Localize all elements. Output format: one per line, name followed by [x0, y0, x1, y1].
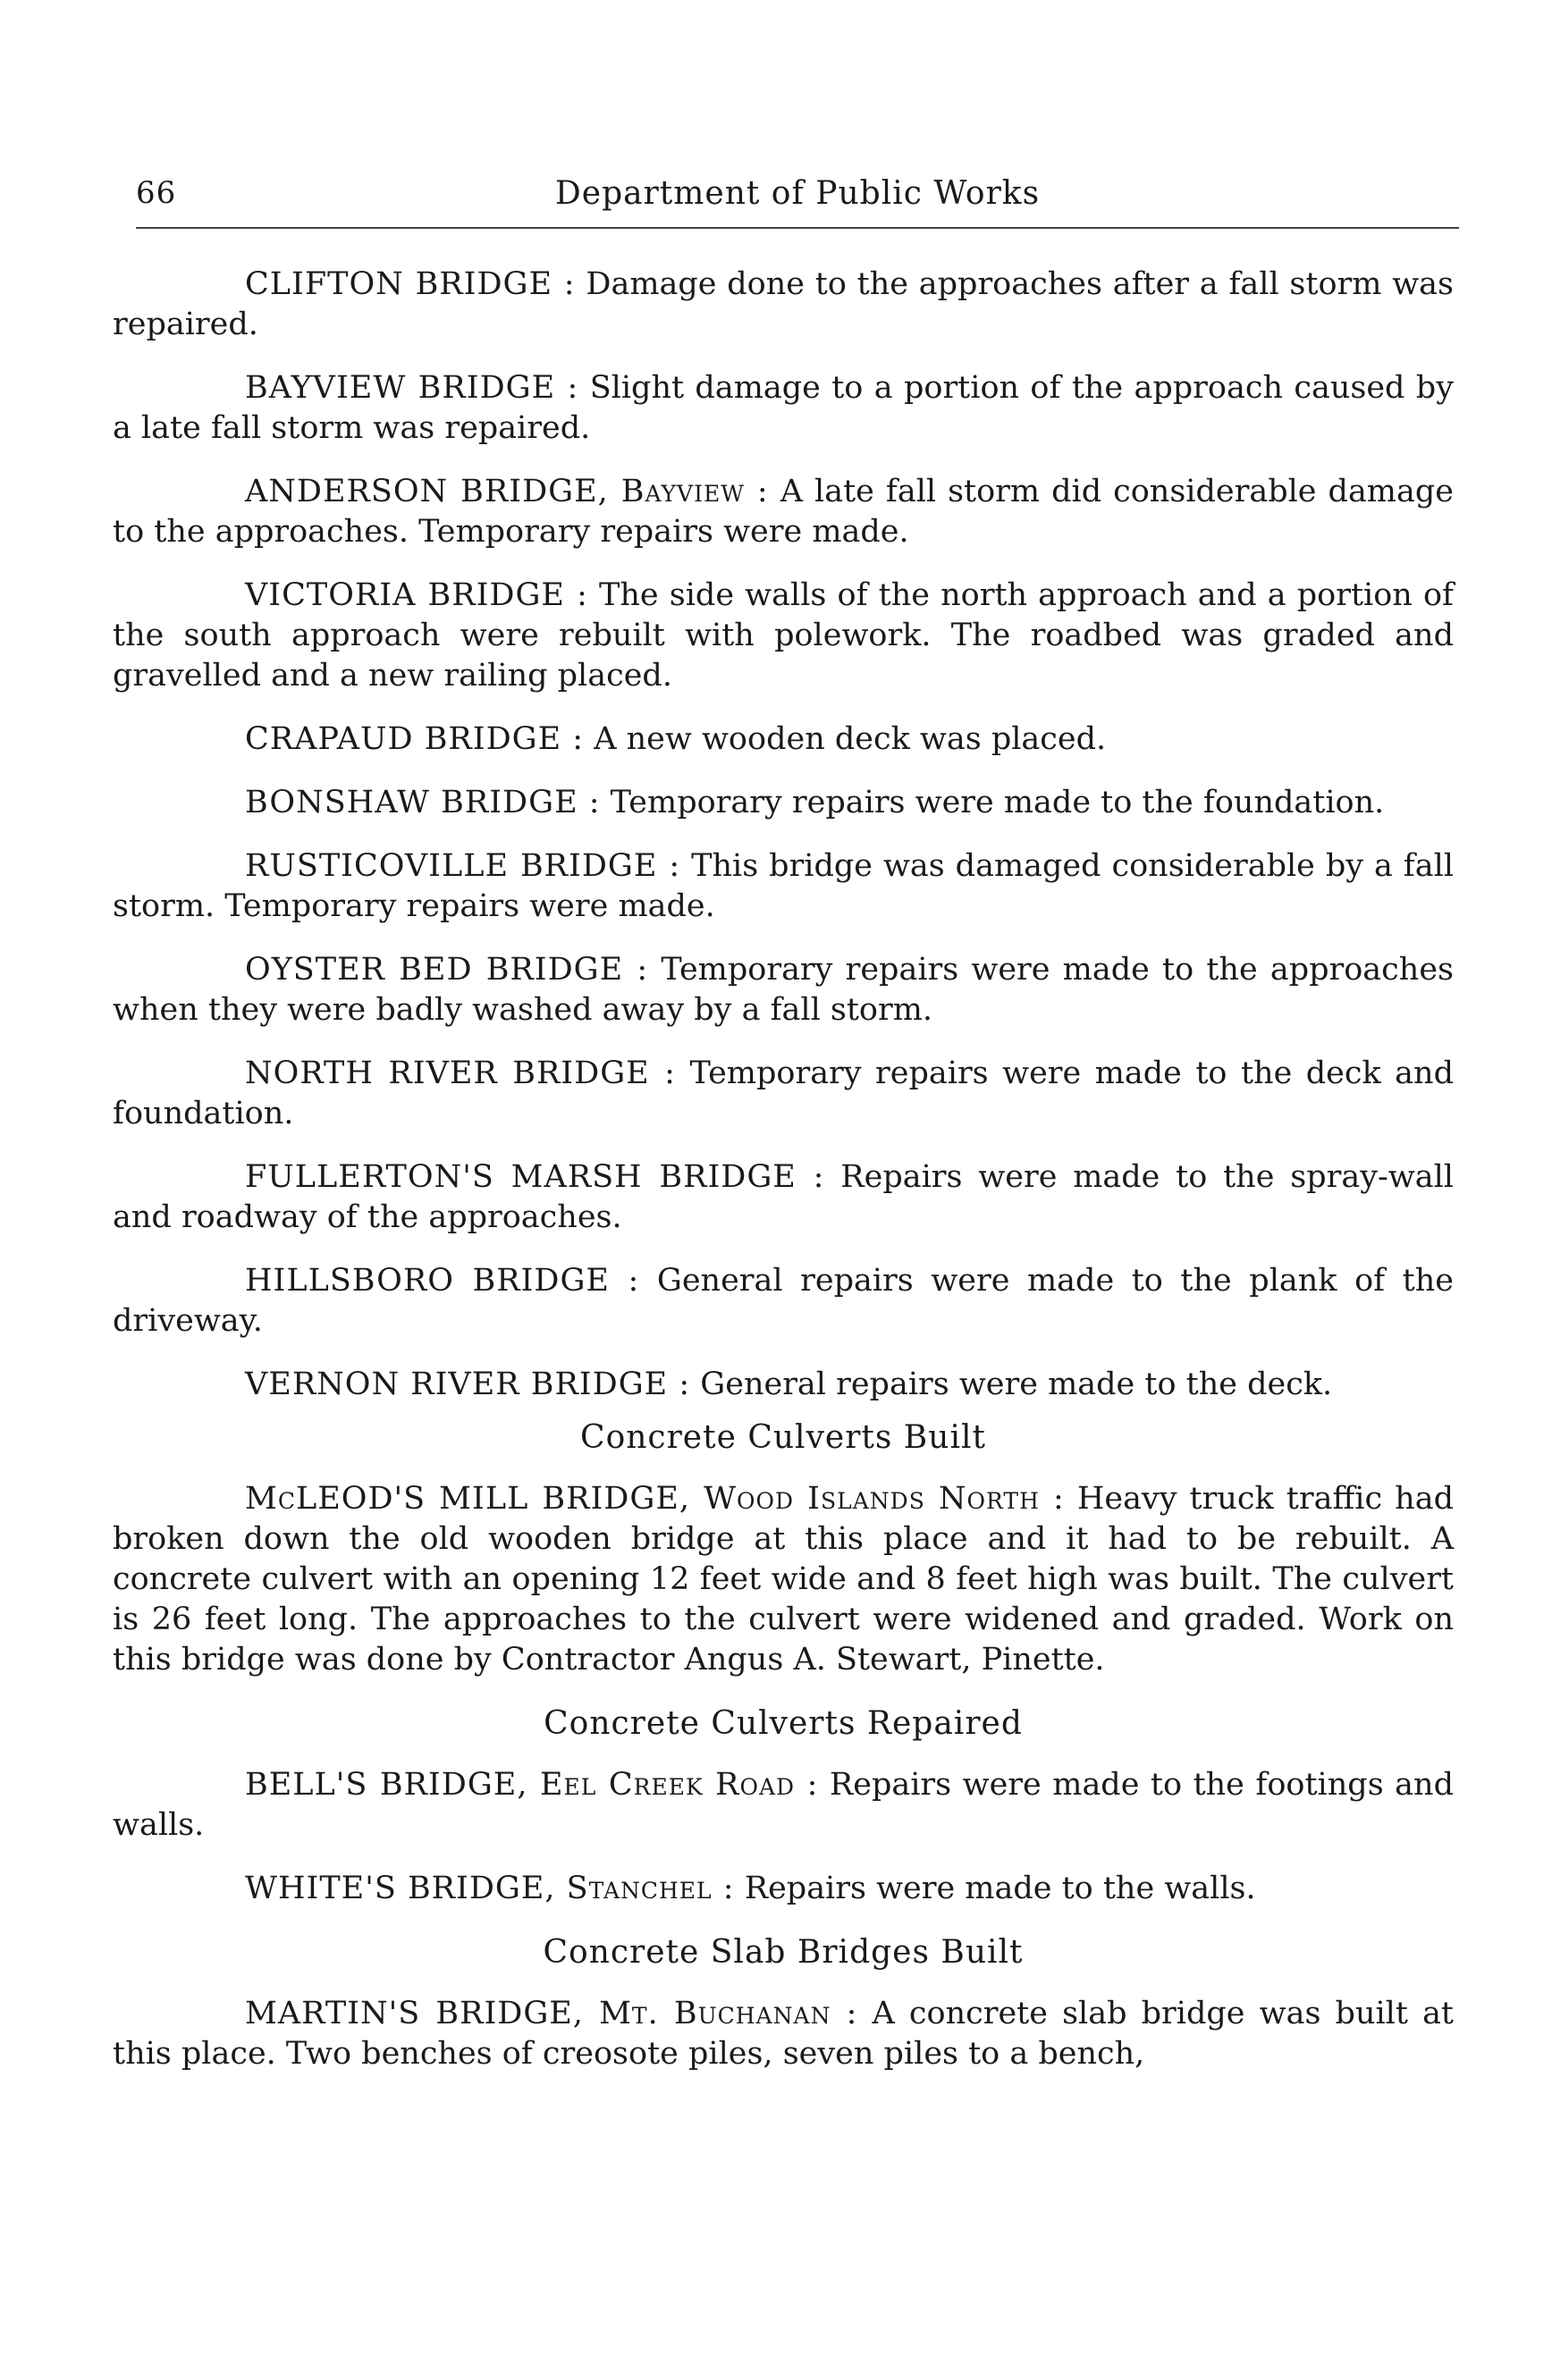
- bridge-name: BELL'S BRIDGE, Eel Creek Road :: [245, 1767, 819, 1803]
- paragraph-anderson-bridge: [113, 472, 1454, 552]
- page-header: [136, 175, 1459, 225]
- bridge-name: NORTH RIVER BRIDGE :: [245, 1055, 676, 1091]
- bridge-name: VICTORIA BRIDGE :: [245, 577, 588, 613]
- paragraph-mcleods-mill-bridge: [113, 1479, 1454, 1680]
- bridge-name: CRAPAUD BRIDGE :: [245, 721, 585, 757]
- paragraph-text: The side walls of the north approach and a portion of the south approach were rebuilt with polework. The roadbed was graded and gravelled and a new railing placed.: [113, 577, 1454, 694]
- paragraph-text: Heavy truck traffic had broken down the old wooden bridge at this place and it had to be rebuilt. A concrete culvert with an opening 12 feet wide and 8 feet high was built. The culvert is 26 feet long. The approaches to the culvert were widened and graded. Work on this bridge was done by Contractor Angus A. Stewart, Pinette.: [113, 1481, 1454, 1678]
- paragraph-text: Temporary repairs were made to the deck and foundation.: [113, 1055, 1454, 1131]
- paragraph-text: A new wooden deck was placed.: [594, 721, 1107, 757]
- paragraph-text: Repairs were made to the spray-wall and roadway of the approaches.: [113, 1159, 1455, 1235]
- paragraph-whites-bridge: [113, 1869, 1454, 1909]
- bridge-name: HILLSBORO BRIDGE :: [245, 1263, 640, 1299]
- paragraph-martins-bridge: [113, 1994, 1454, 2074]
- bridge-name: FULLERTON'S MARSH BRIDGE :: [245, 1159, 825, 1195]
- bridge-name: BONSHAW BRIDGE :: [245, 785, 601, 820]
- paragraph-text: Repairs were made to the footings and walls.: [113, 1767, 1454, 1843]
- bridge-name: OYSTER BED BRIDGE :: [245, 952, 649, 988]
- paragraph-vernon-river-bridge: [113, 1365, 1454, 1405]
- bridge-name: ANDERSON BRIDGE, Bayview :: [245, 474, 769, 509]
- paragraph-north-river-bridge: [113, 1054, 1454, 1134]
- paragraph-rusticoville-bridge: [113, 846, 1454, 927]
- paragraph-text: General repairs were made to the deck.: [700, 1367, 1333, 1402]
- paragraph-oyster-bed-bridge: [113, 950, 1454, 1030]
- paragraph-crapaud-bridge: [113, 719, 1454, 760]
- paragraph-clifton-bridge: [113, 265, 1454, 345]
- paragraph-text: Slight damage to a portion of the approach caused by a late fall storm was repaired.: [113, 370, 1454, 446]
- running-head: Department of Public Works: [554, 175, 1041, 212]
- section-title-slab-bridges-built: Concrete Slab Bridges Built: [543, 1934, 1024, 1971]
- bridge-name: WHITE'S BRIDGE, Stanchel :: [245, 1871, 735, 1906]
- section-title-culverts-repaired: Concrete Culverts Repaired: [544, 1705, 1023, 1742]
- paragraph-text: This bridge was damaged considerable by a fall storm. Temporary repairs were made.: [113, 848, 1454, 924]
- body-text: [113, 265, 1454, 2098]
- bridge-name: CLIFTON BRIDGE :: [245, 266, 576, 302]
- header-rule: [136, 227, 1459, 229]
- paragraph-text: General repairs were made to the plank of the driveway.: [113, 1263, 1454, 1339]
- paragraph-text: A late fall storm did considerable damage to the approaches. Temporary repairs were made.: [113, 474, 1454, 550]
- bridge-name: VERNON RIVER BRIDGE :: [245, 1367, 691, 1402]
- paragraph-text: Temporary repairs were made to the foundation.: [610, 785, 1385, 820]
- paragraph-hillsboro-bridge: [113, 1261, 1454, 1341]
- section-title-culverts-built: Concrete Culverts Built: [580, 1419, 986, 1456]
- paragraph-victoria-bridge: [113, 576, 1454, 696]
- paragraph-text: A concrete slab bridge was built at this place. Two benches of creosote piles, seven piles to a bench,: [113, 1996, 1454, 2072]
- paragraph-text: Damage done to the approaches after a fall storm was repaired.: [113, 266, 1454, 342]
- paragraph-bayview-bridge: [113, 368, 1454, 449]
- paragraph-text: Repairs were made to the walls.: [744, 1871, 1256, 1906]
- page-number: 66: [136, 175, 177, 211]
- paragraph-text: Temporary repairs were made to the approaches when they were badly washed away by a fall storm.: [113, 952, 1454, 1028]
- paragraph-fullertons-marsh-bridge: [113, 1157, 1454, 1238]
- bridge-name: BAYVIEW BRIDGE :: [245, 370, 579, 406]
- paragraph-bells-bridge: [113, 1765, 1454, 1846]
- bridge-name: McLEOD'S MILL BRIDGE, Wood Islands North :: [245, 1481, 1065, 1517]
- paragraph-bonshaw-bridge: [113, 783, 1454, 823]
- bridge-name: MARTIN'S BRIDGE, Mt. Buchanan :: [245, 1996, 858, 2031]
- bridge-name: RUSTICOVILLE BRIDGE :: [245, 848, 681, 884]
